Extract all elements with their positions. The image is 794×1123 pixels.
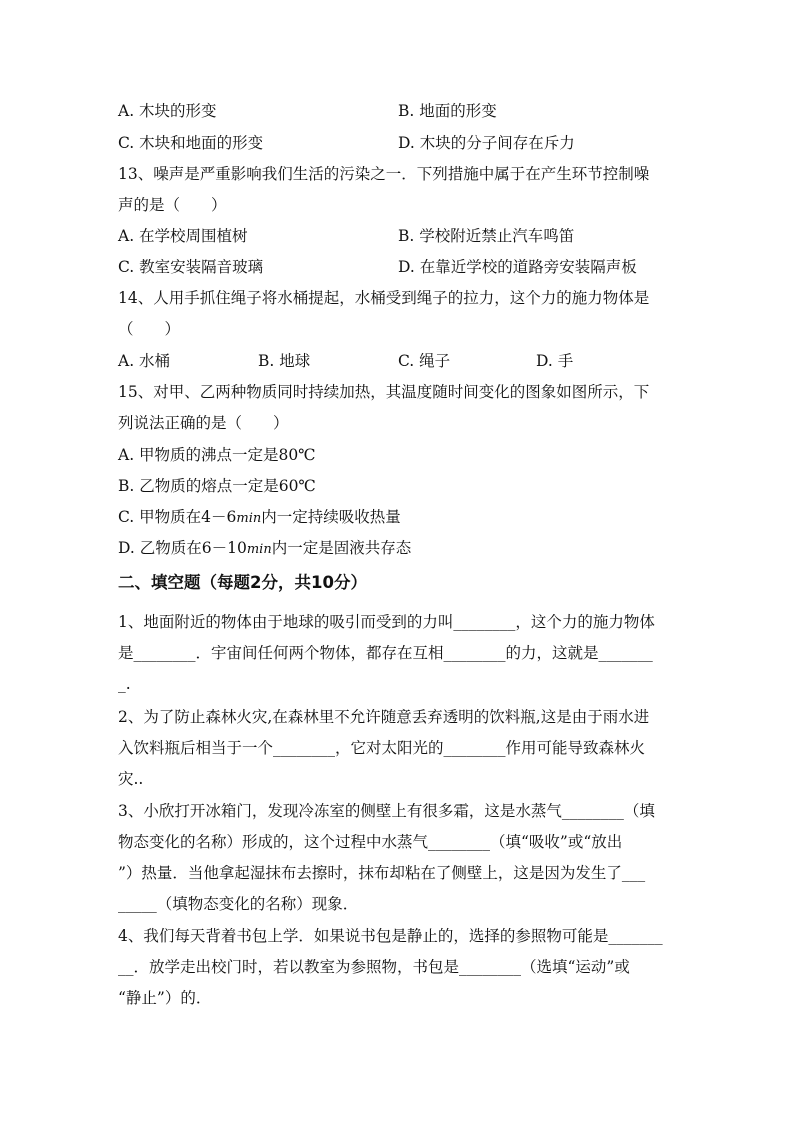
q13-options-row-2	[118, 256, 637, 278]
q15-option-a: A. 甲物质的沸点一定是80℃	[118, 446, 316, 464]
q13-stem-line-2: 声的是（ ）	[118, 196, 227, 214]
option-a: A. 木块的形变	[118, 102, 217, 120]
q15-option-b: B. 乙物质的熔点一定是60℃	[118, 477, 316, 495]
q14-stem-line-2: （ ）	[118, 320, 181, 338]
fill3-line-2: 物态变化的名称）形成的，这个过程中水蒸气________（填“吸收”或“放出	[118, 833, 623, 851]
option-b: B. 地面的形变	[398, 102, 497, 120]
section-heading: 二、填空题（每题2分，共10分）	[118, 573, 367, 592]
fill4-line-2: __．放学走出校门时，若以教室为参照物，书包是________（选填“运动”或	[118, 958, 630, 976]
q15-option-d	[118, 537, 411, 561]
q15-option-d-unit: min	[246, 542, 272, 557]
fill2-line-3: 灾..	[118, 770, 144, 788]
fill1-line-3: _.	[118, 675, 131, 693]
fill1-line-2: 是________．宇宙间任何两个物体，都存在互相________的力，这就是_______	[118, 644, 653, 662]
option-d: D. 木块的分子间存在斥力	[398, 134, 575, 152]
q15-stem-line-1: 15、对甲、乙两种物质同时持续加热，其温度随时间变化的图象如图所示，下	[118, 383, 650, 401]
q13-option-a: A. 在学校周围植树	[118, 227, 248, 245]
q15-option-d-post: 内一定是固液共存态	[271, 539, 412, 557]
q15-option-c	[118, 506, 401, 530]
q14-option-b: B. 地球	[258, 352, 311, 370]
q15-option-c-post: 内一定持续吸收热量	[261, 508, 401, 526]
q14-option-c: C. 绳子	[398, 352, 451, 370]
q13-stem-line-1: 13、噪声是严重影响我们生活的污染之一．下列措施中属于在产生环节控制噪	[118, 165, 650, 183]
q13-options-row-1	[118, 225, 575, 247]
option-c: C. 木块和地面的形变	[118, 134, 264, 152]
prev-options-row-1	[118, 100, 497, 122]
fill2-line-1: 2、为了防止森林火灾,在森林里不允许随意丢弃透明的饮料瓶,这是由于雨水进	[118, 708, 650, 726]
prev-options-row-2	[118, 132, 575, 154]
fill3-line-1: 3、小欣打开冰箱门，发现冷冻室的侧壁上有很多霜，这是水蒸气________（填	[118, 802, 655, 820]
q15-option-d-pre: D. 乙物质在6－10	[118, 539, 247, 557]
q15-option-c-unit: min	[236, 511, 262, 526]
fill4-line-3: “静止”）的．	[118, 989, 212, 1007]
fill1-line-1: 1、地面附近的物体由于地球的吸引而受到的力叫________，这个力的施力物体	[118, 613, 655, 631]
q13-option-d: D. 在靠近学校的道路旁安装隔声板	[398, 258, 637, 276]
q14-option-a: A. 水桶	[118, 352, 171, 370]
fill3-line-3: ”）热量．当他拿起湿抹布去擦时，抹布却粘在了侧壁上，这是因为发生了___	[118, 864, 646, 882]
q15-stem-line-2: 列说法正确的是（ ）	[118, 414, 289, 432]
fill2-line-2: 入饮料瓶后相当于一个________，它对太阳光的________作用可能导致森林火	[118, 739, 646, 757]
q13-option-c: C. 教室安装隔音玻璃	[118, 258, 264, 276]
q13-option-b: B. 学校附近禁止汽车鸣笛	[398, 227, 575, 245]
q15-option-c-pre: C. 甲物质在4－6	[118, 508, 237, 526]
q14-stem-line-1: 14、人用手抓住绳子将水桶提起，水桶受到绳子的拉力，这个力的施力物体是	[118, 289, 650, 307]
fill3-line-4: _____（填物态变化的名称）现象．	[118, 895, 359, 913]
q14-option-d: D. 手	[536, 352, 574, 370]
fill4-line-1: 4、我们每天背着书包上学．如果说书包是静止的，选择的参照物可能是_______	[118, 927, 663, 945]
